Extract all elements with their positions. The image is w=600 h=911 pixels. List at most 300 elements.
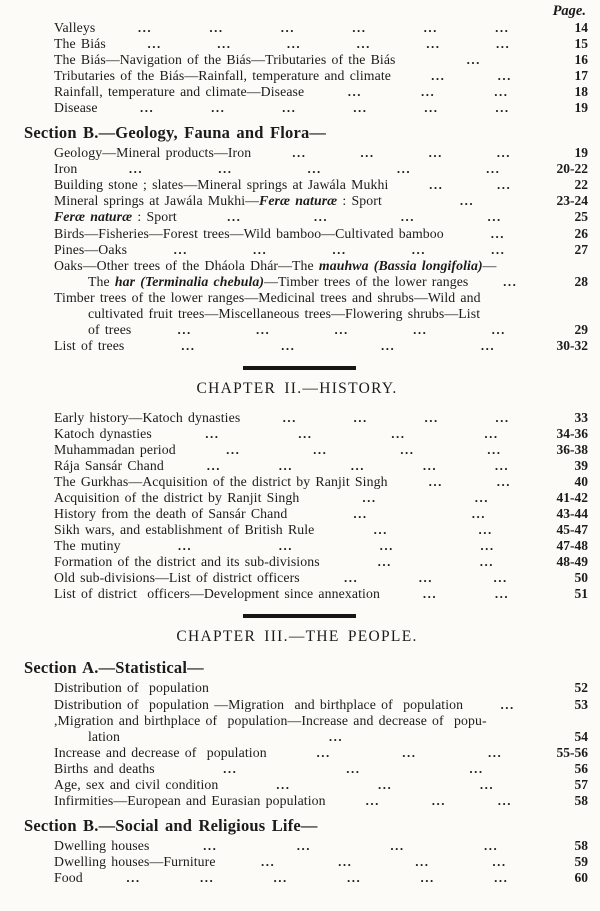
toc-entry-line	[24, 193, 588, 209]
section-heading: Section B.—Social and Religious Life—	[24, 815, 318, 835]
dot-group: ...	[177, 321, 192, 337]
dot-group: ...	[413, 321, 428, 337]
dot-group: ...	[487, 441, 502, 457]
page-number: 23-24	[556, 193, 588, 209]
toc-content	[24, 20, 588, 886]
page-number: 15	[574, 36, 588, 52]
toc-entry	[24, 870, 588, 886]
dot-group: ...	[313, 441, 328, 457]
toc-entry-text: Sikh wars, and establishment of British Rule	[54, 522, 315, 538]
dot-group: ...	[280, 20, 296, 35]
dot-group: ...	[381, 337, 396, 353]
toc-entry	[24, 680, 588, 696]
toc-entry-line	[24, 274, 588, 290]
page-number: 16	[574, 52, 588, 68]
dot-group: ...	[428, 474, 443, 490]
page-number: 50	[574, 570, 588, 586]
dot-group: ...	[223, 760, 238, 776]
toc-entry-line	[24, 538, 588, 554]
toc-entry-text: Tributaries of the Biás—Rainfall, temperature and climate	[54, 68, 392, 84]
toc-entry-text: List of district officers—Development since annexation	[54, 586, 380, 602]
dot-group: ...	[205, 425, 220, 441]
page-number: 30-32	[556, 337, 588, 353]
page-number: 57	[574, 776, 588, 792]
dot-group: ...	[494, 869, 509, 885]
page-number: 40	[574, 474, 588, 490]
dot-group: ...	[217, 36, 232, 52]
dot-group: ...	[126, 869, 141, 885]
toc-entry	[24, 68, 588, 84]
dot-group: ...	[480, 337, 496, 353]
toc-entry-line	[24, 554, 588, 570]
toc-entry-line	[24, 84, 588, 100]
toc-entry-line	[24, 474, 588, 490]
dot-group: ...	[471, 506, 486, 522]
toc-entry-line	[24, 522, 588, 538]
dot-leader	[120, 36, 538, 52]
toc-entry	[24, 586, 588, 602]
dot-group: ...	[497, 68, 512, 84]
dot-group: ...	[328, 728, 344, 744]
dot-group: ...	[346, 760, 361, 776]
dot-group: ...	[378, 776, 393, 792]
page-number: 52	[574, 680, 588, 696]
dot-group: ...	[422, 458, 438, 474]
toc-entry-text: Formation of the district and its sub-divisions	[54, 554, 320, 570]
toc-entry	[24, 209, 588, 225]
dot-group: ...	[203, 837, 218, 853]
dot-group: ...	[296, 837, 312, 853]
toc-entry-line	[24, 793, 588, 809]
toc-entry-line	[24, 36, 588, 52]
toc-entry-line	[24, 145, 588, 161]
dot-group: ...	[424, 100, 439, 116]
toc-entry-line	[24, 761, 588, 777]
dot-group: ...	[486, 161, 501, 177]
toc-entry	[24, 570, 588, 586]
dot-group: ...	[503, 273, 518, 289]
dot-leader	[402, 474, 538, 490]
toc-entry	[24, 538, 588, 554]
dot-group: ...	[390, 837, 405, 853]
dot-group: ...	[459, 193, 475, 209]
toc-entry	[24, 777, 588, 793]
toc-entry-line	[24, 258, 588, 274]
dot-group: ...	[226, 441, 241, 457]
dot-group: ...	[338, 853, 353, 869]
toc-entry	[24, 697, 588, 713]
dot-group: ...	[360, 145, 375, 161]
toc-entry-text: Rainfall, temperature and climate—Disease	[54, 84, 305, 100]
dot-group: ...	[494, 586, 510, 602]
dot-leader	[402, 177, 538, 193]
dot-group: ...	[487, 209, 502, 225]
dot-leader	[232, 777, 538, 793]
toc-entry	[24, 854, 588, 870]
toc-entry-text: Infirmities—European and Eurasian population	[54, 792, 326, 808]
dot-group: ...	[431, 792, 446, 808]
toc-entry-line	[24, 854, 588, 870]
dot-group: ...	[495, 20, 510, 35]
dot-group: ...	[181, 337, 196, 353]
dot-group: ...	[496, 474, 512, 490]
toc-entry	[24, 226, 588, 242]
toc-entry	[24, 20, 588, 36]
dot-group: ...	[474, 490, 489, 506]
toc-entry-text: Distribution of population	[54, 680, 210, 696]
divider-bar	[243, 366, 356, 370]
toc-entry-text: Iron	[54, 161, 78, 177]
dot-group: ...	[377, 554, 392, 570]
toc-entry-text: Early history—Katoch dynasties	[54, 409, 241, 425]
toc-entry-line	[24, 338, 588, 354]
page-number: 14	[574, 20, 588, 35]
toc-entry-text: List of trees	[54, 337, 125, 353]
dot-group: ...	[479, 776, 495, 792]
toc-entry-line	[24, 506, 588, 522]
dot-leader	[112, 100, 538, 116]
toc-entry-text: Valleys	[54, 20, 96, 35]
dot-group: ...	[209, 20, 224, 35]
dot-group: ...	[424, 409, 439, 425]
dot-group: ...	[353, 100, 368, 116]
toc-entry-text: The Biás—Navigation of the Biás—Tributaries of the Biás	[54, 52, 396, 68]
toc-entry	[24, 442, 588, 458]
page-number: 19	[574, 100, 588, 116]
dot-group: ...	[286, 36, 302, 52]
toc-entry-line	[24, 458, 588, 474]
dot-group: ...	[350, 458, 366, 474]
toc-entry-line	[24, 870, 588, 886]
page-number: 19	[574, 145, 588, 161]
dot-leader	[141, 242, 538, 258]
dot-group: ...	[466, 52, 481, 68]
dot-leader	[394, 586, 538, 602]
dot-group: ...	[496, 145, 512, 161]
toc-entry-text: Food	[54, 869, 83, 885]
page-number: 17	[574, 68, 588, 84]
page-number: 56	[574, 760, 588, 776]
toc-entry-text: Dwelling houses—Furniture	[54, 853, 216, 869]
toc-entry-line	[24, 745, 588, 761]
page-number: 60	[574, 869, 588, 885]
dot-group: ...	[391, 425, 406, 441]
toc-entry-text: Old sub-divisions—List of district officers	[54, 570, 300, 586]
toc-entry-text: Distribution of population —Migration and birthplace of population	[54, 696, 464, 712]
dot-group: ...	[253, 241, 268, 257]
divider-rule	[24, 614, 574, 618]
divider-rule	[24, 366, 574, 370]
dot-group: ...	[353, 409, 368, 425]
toc-entry-line	[24, 290, 588, 306]
dot-group: ...	[500, 696, 515, 712]
toc-entry-text: Building stone ; slates—Mineral springs at Jawála Mukhi	[54, 177, 389, 193]
page-number: 26	[574, 225, 588, 241]
dot-group: ...	[273, 869, 288, 885]
toc-entry-text: Disease	[54, 100, 98, 116]
dot-group: ...	[211, 100, 226, 116]
toc-entry	[24, 177, 588, 193]
toc-entry	[24, 713, 588, 745]
toc-entry-line	[24, 322, 588, 338]
dot-leader	[135, 538, 538, 554]
toc-entry-line	[24, 729, 588, 745]
dot-group: ...	[495, 409, 510, 425]
dot-group: ...	[491, 241, 506, 257]
dot-leader	[458, 226, 538, 242]
toc-entry	[24, 100, 588, 116]
dot-leader	[109, 20, 538, 36]
page-number: 53	[574, 696, 588, 712]
toc-entry-text: Pines—Oaks	[54, 241, 128, 257]
dot-leader	[166, 426, 538, 442]
dot-group: ...	[379, 538, 394, 554]
toc-entry	[24, 458, 588, 474]
dot-group: ...	[494, 458, 510, 474]
page-number: 28	[574, 273, 588, 289]
toc-entry-text: Dwelling houses	[54, 837, 150, 853]
toc-entry-line	[24, 713, 588, 729]
page-number: 25	[574, 209, 588, 225]
toc-entry	[24, 258, 588, 290]
page-number: 27	[574, 241, 588, 257]
dot-group: ...	[281, 337, 296, 353]
toc-entry-line	[24, 490, 588, 506]
section-heading: Section A.—Statistical—	[24, 658, 204, 678]
dot-leader	[169, 761, 538, 777]
dot-group: ...	[415, 853, 430, 869]
dot-group: ...	[422, 586, 438, 602]
dot-group: ...	[199, 869, 215, 885]
dot-group: ...	[292, 145, 307, 161]
dot-group: ...	[411, 241, 426, 257]
toc-entry-line	[24, 426, 588, 442]
toc-entry-line	[24, 68, 588, 84]
toc-entry-text: Mineral springs at Jawála Mukhi—Feræ naturæ : Sport	[54, 193, 382, 209]
dot-leader	[191, 209, 538, 225]
page-number: 58	[574, 792, 588, 808]
dot-leader	[477, 697, 538, 713]
dot-group: ...	[147, 36, 162, 52]
toc-entry	[24, 554, 588, 570]
toc-entry-line	[24, 161, 588, 177]
dot-group: ...	[490, 225, 506, 241]
toc-entry-line	[24, 209, 588, 225]
dot-group: ...	[128, 161, 144, 177]
dot-leader	[138, 338, 538, 354]
toc-entry-text: Oaks—Other trees of the Dháola Dhár—The mauhwa (Bassia longifolia)—	[54, 257, 497, 273]
dot-leader	[482, 274, 538, 290]
dot-group: ...	[420, 869, 435, 885]
page-number: 45-47	[556, 522, 588, 538]
toc-entry-text: Katoch dynasties	[54, 425, 152, 441]
toc-entry	[24, 84, 588, 100]
dot-leader	[254, 410, 538, 426]
dot-group: ...	[402, 744, 417, 760]
dot-group: ...	[396, 161, 412, 177]
dot-group: ...	[344, 570, 359, 586]
toc-entry	[24, 745, 588, 761]
dot-group: ...	[218, 161, 233, 177]
dot-leader	[230, 854, 538, 870]
dot-leader	[134, 729, 538, 745]
dot-leader	[328, 522, 538, 538]
toc-entry	[24, 838, 588, 854]
dot-group: ...	[493, 570, 508, 586]
toc-entry	[24, 522, 588, 538]
dot-group: ...	[426, 36, 441, 52]
page-number: 29	[574, 321, 588, 337]
dot-group: ...	[400, 209, 415, 225]
dot-leader	[91, 161, 538, 177]
dot-group: ...	[495, 36, 511, 52]
dot-leader	[178, 458, 538, 474]
dot-leader	[396, 193, 538, 209]
toc-entry	[24, 474, 588, 490]
dot-group: ...	[421, 84, 436, 100]
dot-group: ...	[484, 425, 499, 441]
dot-group: ...	[206, 458, 222, 474]
dot-group: ...	[276, 776, 291, 792]
dot-group: ...	[352, 20, 367, 35]
dot-group: ...	[356, 36, 371, 52]
toc-entry	[24, 338, 588, 354]
dot-group: ...	[429, 177, 444, 193]
dot-group: ...	[278, 458, 294, 474]
dot-group: ...	[484, 837, 499, 853]
page-column-label: Page.	[552, 3, 586, 19]
toc-entry	[24, 242, 588, 258]
toc-entry-text: The har (Terminalia chebula)—Timber trees of the lower ranges	[88, 273, 469, 289]
dot-group: ...	[173, 241, 188, 257]
toc-entry-line	[24, 306, 588, 322]
toc-entry-text: Timber trees of the lower ranges—Medicinal trees and shrubs—Wild and	[54, 289, 481, 305]
toc-entry-line	[24, 410, 588, 426]
toc-entry-text: History from the death of Sansár Chand	[54, 506, 288, 522]
toc-entry-text: Births and deaths	[54, 760, 155, 776]
dot-leader	[314, 570, 538, 586]
dot-group: ...	[491, 321, 506, 337]
toc-entry-line	[24, 226, 588, 242]
toc-entry-line	[24, 680, 588, 696]
dot-group: ...	[497, 792, 513, 808]
dot-leader	[190, 442, 538, 458]
toc-entry-line	[24, 838, 588, 854]
dot-group: ...	[362, 490, 377, 506]
toc-entry-text: Birds—Fisheries—Forest trees—Wild bamboo—Cultivated bamboo	[54, 225, 444, 241]
toc-entry	[24, 490, 588, 506]
dot-group: ...	[495, 100, 510, 116]
dot-group: ...	[347, 84, 362, 100]
page-number: 58	[574, 837, 588, 853]
toc-entry-line	[24, 442, 588, 458]
page-number: 54	[574, 728, 588, 744]
dot-group: ...	[282, 100, 297, 116]
toc-entry-line	[24, 586, 588, 602]
page-number: 48-49	[556, 554, 588, 570]
toc-entry-line	[24, 242, 588, 258]
dot-group: ...	[400, 441, 415, 457]
page-number: 39	[574, 458, 588, 474]
dot-group: ...	[479, 554, 495, 570]
dot-group: ...	[298, 425, 313, 441]
toc-entry-text: Rája Sansár Chand	[54, 458, 164, 474]
page-number: 59	[574, 853, 588, 869]
toc-entry	[24, 161, 588, 177]
toc-entry-text: Age, sex and civil condition	[54, 776, 219, 792]
page-number: 43-44	[556, 506, 588, 522]
page-number: 47-48	[556, 538, 588, 554]
divider-bar	[243, 614, 356, 618]
toc-entry-line	[24, 177, 588, 193]
dot-group: ...	[487, 744, 503, 760]
toc-entry	[24, 290, 588, 338]
toc-entry	[24, 506, 588, 522]
page-number: 18	[574, 84, 588, 100]
dot-group: ...	[177, 538, 193, 554]
page-number: 41-42	[556, 490, 588, 506]
dot-group: ...	[480, 538, 495, 554]
dot-group: ...	[423, 20, 438, 35]
toc-entry-text: ,Migration and birthplace of population—Increase and decrease of popu-	[54, 712, 487, 728]
dot-leader	[334, 554, 538, 570]
dot-group: ...	[227, 209, 242, 225]
page-number: 34-36	[556, 425, 588, 441]
dot-group: ...	[137, 20, 153, 35]
toc-entry	[24, 761, 588, 777]
dot-leader	[405, 68, 538, 84]
dot-group: ...	[313, 209, 329, 225]
toc-entry	[24, 145, 588, 161]
page-number: 36-38	[556, 441, 588, 457]
dot-group: ...	[256, 321, 271, 337]
chapter-heading: CHAPTER III.—THE PEOPLE.	[176, 628, 418, 646]
page-number: 51	[574, 586, 588, 602]
dot-group: ...	[428, 145, 443, 161]
dot-group: ...	[418, 570, 433, 586]
toc-entry	[24, 426, 588, 442]
dot-group: ...	[282, 409, 297, 425]
toc-entry-line	[24, 777, 588, 793]
dot-leader	[340, 793, 538, 809]
dot-group: ...	[334, 321, 349, 337]
dot-group: ...	[353, 506, 368, 522]
toc-entry-text: Muhammadan period	[54, 441, 176, 457]
dot-leader	[410, 52, 538, 68]
dot-leader	[265, 145, 538, 161]
toc-entry-line	[24, 100, 588, 116]
page-number: 55-56	[556, 744, 588, 760]
dot-group: ...	[278, 538, 293, 554]
toc-entry-text: Increase and decrease of population	[54, 744, 267, 760]
toc-entry-line	[24, 52, 588, 68]
toc-entry-text: The Biás	[54, 36, 106, 52]
dot-group: ...	[431, 68, 446, 84]
toc-entry-text: Geology—Mineral products—Iron	[54, 145, 252, 161]
page-number: 33	[574, 409, 588, 425]
toc-entry-text: The mutiny	[54, 538, 121, 554]
section-heading: Section B.—Geology, Fauna and Flora—	[24, 123, 327, 143]
toc-entry	[24, 36, 588, 52]
toc-entry-text: of trees	[88, 321, 132, 337]
toc-entry-text: lation	[88, 728, 121, 744]
dot-group: ...	[373, 522, 388, 538]
dot-leader	[301, 506, 538, 522]
toc-entry-line	[24, 570, 588, 586]
dot-group: ...	[496, 177, 512, 193]
toc-entry-text: Feræ naturæ : Sport	[54, 209, 177, 225]
toc-entry-text: The Gurkhas—Acquisition of the district by Ranjit Singh	[54, 474, 388, 490]
